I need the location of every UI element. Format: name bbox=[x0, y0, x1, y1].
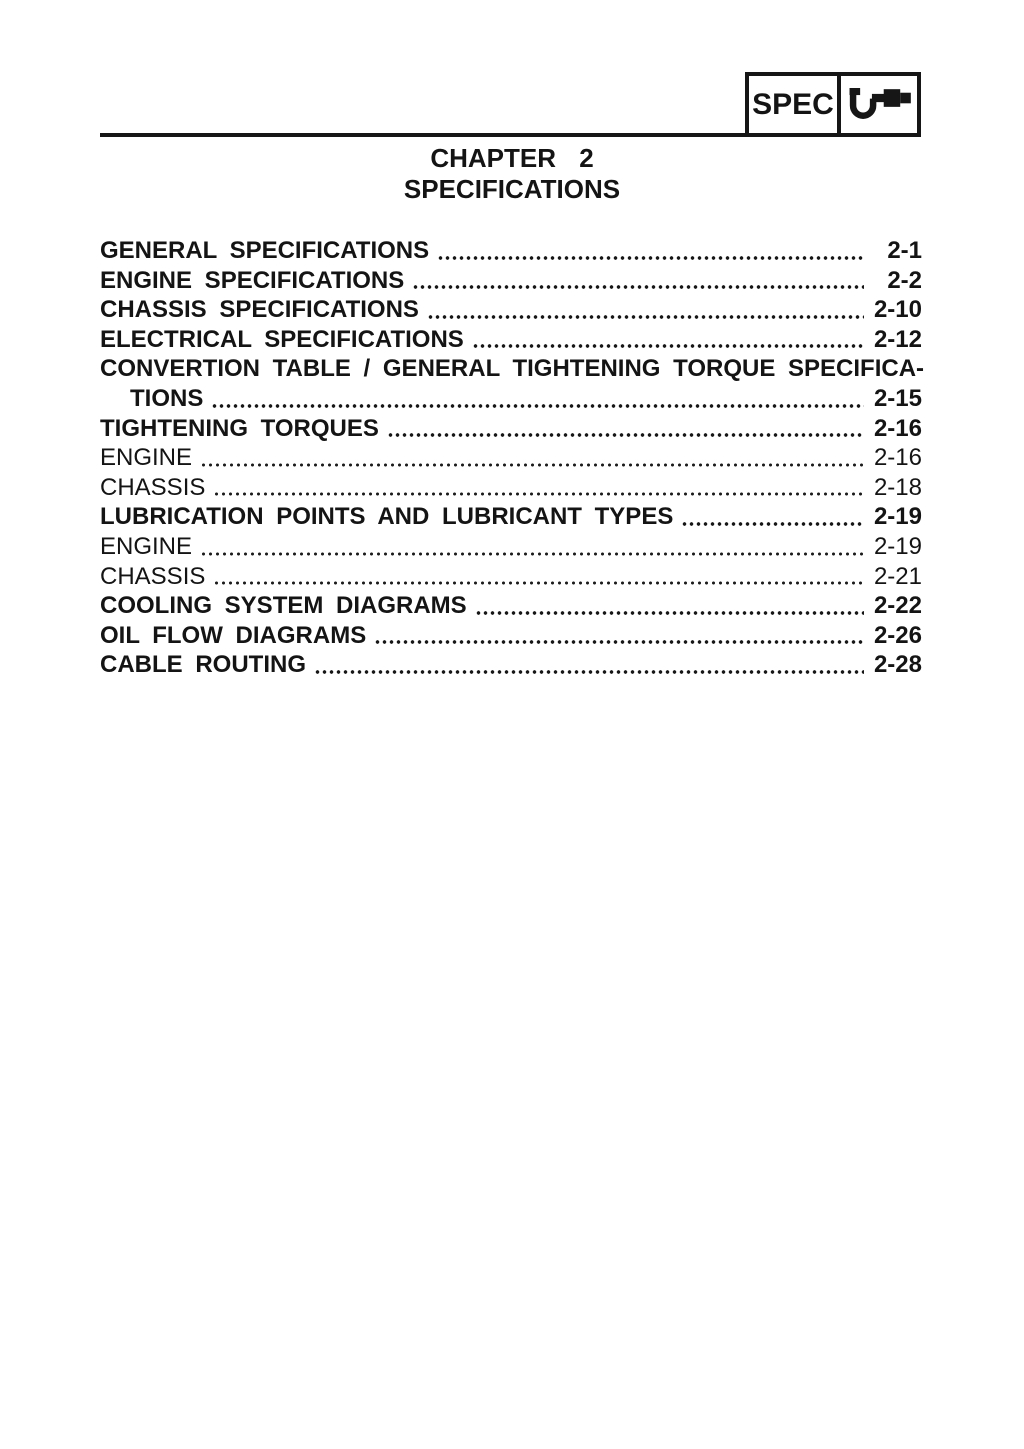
dot-leader bbox=[681, 502, 864, 532]
toc-entry-page: 2-28 bbox=[873, 651, 922, 679]
toc-entry-page: 2-2 bbox=[887, 266, 922, 294]
toc-entry-page: 2-19 bbox=[873, 532, 922, 560]
toc-entry bbox=[100, 266, 922, 296]
toc-entry bbox=[100, 591, 922, 621]
dot-leader bbox=[213, 562, 864, 592]
dot-leader bbox=[200, 443, 864, 473]
toc-entry bbox=[100, 414, 922, 444]
toc-entry-label: GENERAL SPECIFICATIONS bbox=[100, 237, 430, 264]
toc-entry-page: 2-18 bbox=[873, 473, 922, 501]
chapter-name-line: SPECIFICATIONS bbox=[403, 174, 621, 204]
toc-entry-label: CHASSIS bbox=[100, 562, 206, 590]
toc-entry bbox=[100, 502, 922, 532]
toc-entry bbox=[100, 236, 922, 266]
dot-leader bbox=[427, 295, 864, 325]
toc-entry-label: ENGINE bbox=[100, 532, 193, 560]
toc-entry bbox=[100, 473, 922, 503]
spec-label: SPEC bbox=[752, 87, 834, 121]
micrometer-icon bbox=[846, 88, 912, 121]
toc-entry bbox=[100, 562, 922, 592]
toc-entry-page: 2-16 bbox=[873, 444, 922, 472]
dot-leader bbox=[211, 384, 864, 414]
dot-leader bbox=[387, 414, 864, 444]
toc-entry bbox=[100, 621, 922, 651]
toc-entry-page: 2-16 bbox=[873, 414, 922, 442]
toc-entry-label: ENGINE SPECIFICATIONS bbox=[100, 266, 405, 294]
toc-entry bbox=[100, 325, 922, 355]
toc-entry-label: LUBRICATION POINTS AND LUBRICANT TYPES bbox=[100, 503, 674, 531]
toc-entry-page: 2-15 bbox=[873, 384, 922, 412]
table-of-contents bbox=[100, 236, 925, 680]
toc-entry-page: 2-12 bbox=[873, 325, 922, 353]
toc-entry bbox=[100, 650, 922, 680]
toc-entry bbox=[100, 384, 922, 414]
toc-entry-page: 2-1 bbox=[887, 237, 922, 264]
toc-entry-label: CABLE ROUTING bbox=[100, 651, 306, 679]
toc-entry-label: COOLING SYSTEM DIAGRAMS bbox=[100, 592, 467, 620]
toc-entry-label: CONVERTION TABLE / GENERAL TIGHTENING TORQUE SPECIFICA- bbox=[100, 355, 925, 383]
dot-leader bbox=[472, 325, 864, 355]
toc-entry-label: TIGHTENING TORQUES bbox=[100, 414, 379, 442]
dot-leader bbox=[412, 266, 864, 296]
dot-leader bbox=[213, 473, 864, 503]
toc-entry-page: 2-19 bbox=[873, 503, 922, 531]
toc-entry-page: 2-22 bbox=[873, 592, 922, 620]
dot-leader bbox=[200, 532, 864, 562]
spec-tab bbox=[745, 72, 921, 137]
toc-entry-page: 2-10 bbox=[873, 296, 922, 324]
dot-leader bbox=[475, 591, 864, 621]
dot-leader bbox=[374, 621, 864, 651]
toc-entry-label: OIL FLOW DIAGRAMS bbox=[100, 621, 367, 649]
toc-entry-label: ENGINE bbox=[100, 444, 193, 472]
chapter-number-line: CHAPTER 2 bbox=[430, 143, 594, 173]
toc-entry-page: 2-21 bbox=[873, 562, 922, 590]
toc-entry-label: TIONS bbox=[130, 384, 204, 412]
toc-entry-label: ELECTRICAL SPECIFICATIONS bbox=[100, 325, 464, 353]
toc-entry bbox=[100, 354, 925, 384]
chapter-title bbox=[0, 143, 1024, 205]
toc-entry bbox=[100, 295, 922, 325]
header-rule bbox=[100, 133, 746, 137]
toc-entry bbox=[100, 532, 922, 562]
toc-entry-label: CHASSIS bbox=[100, 473, 206, 501]
toc-entry-label: CHASSIS SPECIFICATIONS bbox=[100, 296, 419, 324]
dot-leader bbox=[314, 650, 864, 680]
toc-entry-page: 2-26 bbox=[873, 621, 922, 649]
spec-tab-icon-cell bbox=[837, 76, 917, 133]
dot-leader bbox=[437, 236, 864, 266]
toc-entry bbox=[100, 443, 922, 473]
spec-tab-label-cell bbox=[749, 76, 837, 133]
